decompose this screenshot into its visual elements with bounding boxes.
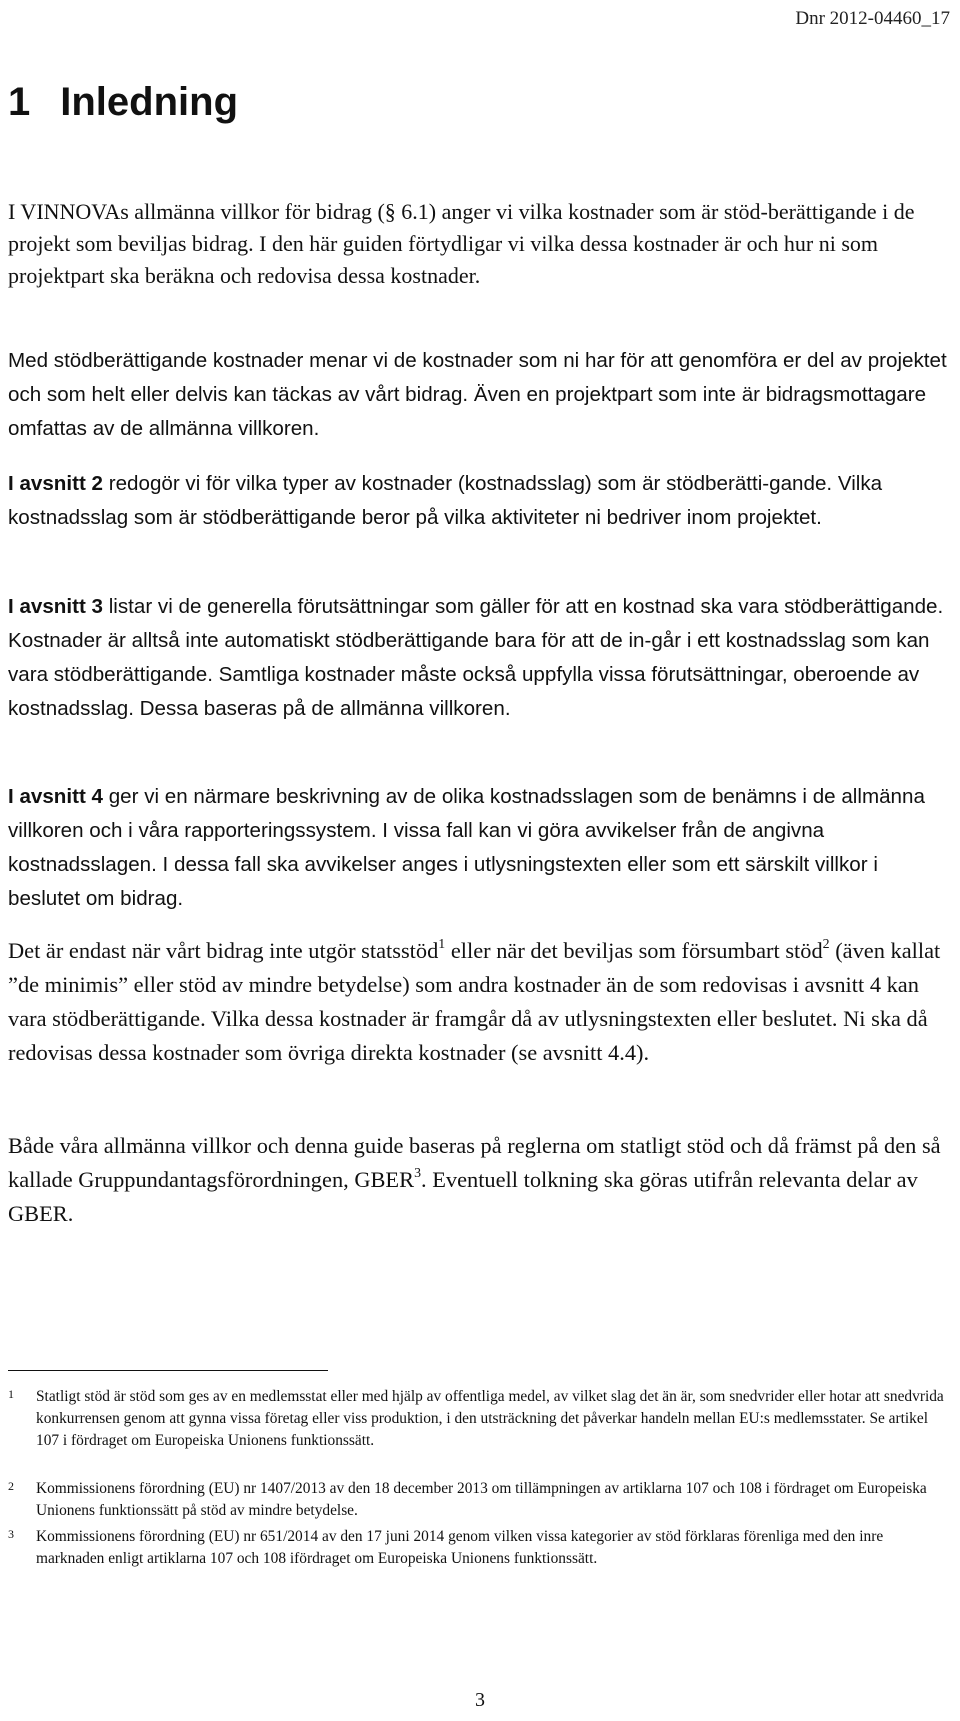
paragraph-definition: Med stödberättigande kostnader menar vi de kostnader som ni har för att genomföra er del av projektet och som helt eller delvis kan täckas av vårt bidrag. Även en projektpart som inte är bidragsmottagare omfattas av de allmänna villkoren. [8,349,947,440]
gber-text-b: . Eventuell tolkning ska göras utifrån relevanta delar av GBER. [8,1167,918,1226]
section-4-reference: I avsnitt 4 [8,785,103,808]
paragraph-section-2-text: redogör vi för vilka typer av kostnader (kostnadsslag) som är stödberätti-gande. Vilka kostnadsslag som är stödberättigande beror på vilka aktiviteter ni bedriver inom projektet. [8,472,883,529]
footnote-1-text: Statligt stöd är stöd som ges av en medlemsstat eller med hjälp av offentliga medel, av vilket slag det än är, som snedvrider eller hotar att snedvrida konkurrensen genom att gynna vissa företag eller viss produktion, i den utsträckning det påverkar handeln mellan EU:s medlemsstater. Se artikel 107 i fördraget om Europeiska Unionens funktionssätt. [36,1388,944,1449]
footnote-1 [8,1386,952,1452]
section-number: 1 [8,80,31,124]
paragraph-gber [8,1129,952,1231]
paragraph-state-aid [8,934,952,1070]
document-number: Dnr 2012-04460_17 [795,8,950,29]
paragraph-section-4 [8,780,952,916]
section-2-reference: I avsnitt 2 [8,472,103,495]
state-aid-text-c: (även kallat ”de minimis” eller stöd av mindre betydelse) som andra kostnader än de som redovisas i avsnitt 4 kan vara stödberättigande. Vilka dessa kostnader är framgår då av utlysningstexten eller beslutet. Ni ska då redovisas dessa kostnader som övriga direkta kostnader (se avsnitt 4.4). [8,938,941,1065]
footnote-2 [8,1478,952,1522]
footnote-3-text: Kommissionens förordning (EU) nr 651/2014 av den 17 juni 2014 genom vilken vissa kategorier av stöd förklaras förenliga med den inre marknaden enligt artiklarna 107 och 108 ifördraget om Europeiska Unionens funktionssätt. [36,1528,884,1567]
state-aid-text-b: eller när det beviljas som försumbart stöd [445,938,823,963]
section-heading [8,80,238,125]
section-3-reference: I avsnitt 3 [8,595,103,618]
footnote-1-mark: 1 [8,1387,14,1401]
paragraph-intro: I VINNOVAs allmänna villkor för bidrag (§ 6.1) anger vi vilka kostnader som är stöd-berättigande i de projekt som beviljas bidrag. I den här guiden förtydligar vi vilka dessa kostnader är och hur ni som projektpart ska beräkna och redovisa dessa kostnader. [8,199,915,288]
paragraph-section-2 [8,467,952,535]
section-title: Inledning [60,80,239,124]
gber-text-a: Både våra allmänna villkor och denna guide baseras på reglerna om statligt stöd och då främst på den så kallade Gruppundantagsförordningen, GBER [8,1133,941,1192]
footnote-ref-3[interactable]: 3 [414,1165,421,1181]
paragraph-section-3 [8,590,952,726]
state-aid-text-a: Det är endast när vårt bidrag inte utgör statsstöd [8,938,439,963]
page-number: 3 [475,1689,485,1711]
footnote-ref-1[interactable]: 1 [438,936,446,952]
footnote-2-mark: 2 [8,1479,14,1493]
footnote-3-mark: 3 [8,1527,14,1541]
footnote-3 [8,1526,952,1570]
paragraph-section-4-text: ger vi en närmare beskrivning av de olika kostnadsslagen som de benämns i de allmänna villkoren och i våra rapporteringssystem. I vissa fall kan vi göra avvikelser från de angivna kostnadsslagen. I dessa fall ska avvikelser anges i utlysningstexten eller som ett särskilt villkor i beslutet om bidrag. [8,785,925,910]
footnote-divider [8,1370,328,1371]
paragraph-section-3-text: listar vi de generella förutsättningar som gäller för att en kostnad ska vara stödberättigande. Kostnader är alltså inte automatiskt stödberättigande bara för att de in-går i ett kostnadsslag som kan vara stödberättigande. Samtliga kostnader måste också uppfylla vissa förutsättningar, oberoende av kostnadsslag. Dessa baseras på de allmänna villkoren. [8,595,944,720]
footnote-ref-2[interactable]: 2 [822,936,830,952]
footnote-2-text: Kommissionens förordning (EU) nr 1407/2013 av den 18 december 2013 om tillämpningen av artiklarna 107 och 108 i fördraget om Europeiska Unionens funktionssätt på stöd av mindre betydelse. [36,1480,927,1519]
